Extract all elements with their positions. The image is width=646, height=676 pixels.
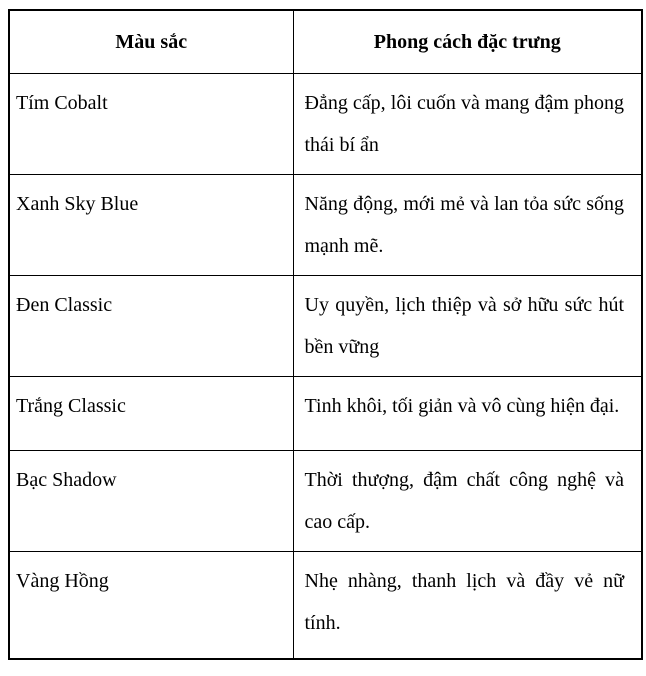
table-header-row: [9, 10, 642, 73]
table-row: [9, 275, 642, 376]
color-cell: Bạc Shadow: [9, 450, 293, 551]
style-cell: Nhẹ nhàng, thanh lịch và đầy vẻ nữ tính.: [293, 551, 642, 659]
style-cell: Thời thượng, đậm chất công nghệ và cao cấp.: [293, 450, 642, 551]
color-cell: Tím Cobalt: [9, 73, 293, 174]
table-row: [9, 551, 642, 659]
color-cell: Vàng Hồng: [9, 551, 293, 659]
color-cell: Đen Classic: [9, 275, 293, 376]
color-cell: Trắng Classic: [9, 376, 293, 450]
color-cell: Xanh Sky Blue: [9, 174, 293, 275]
style-cell: Năng động, mới mẻ và lan tỏa sức sống mạnh mẽ.: [293, 174, 642, 275]
column-header-style: Phong cách đặc trưng: [293, 10, 642, 73]
style-cell: Đẳng cấp, lôi cuốn và mang đậm phong thái bí ẩn: [293, 73, 642, 174]
table-row: [9, 450, 642, 551]
style-cell: Uy quyền, lịch thiệp và sở hữu sức hút bền vững: [293, 275, 642, 376]
table-row: [9, 174, 642, 275]
table-row: [9, 376, 642, 450]
document-page: [8, 9, 643, 660]
column-header-color: Màu sắc: [9, 10, 293, 73]
table-row: [9, 73, 642, 174]
color-style-table: [8, 9, 643, 660]
style-cell: Tinh khôi, tối giản và vô cùng hiện đại.: [293, 376, 642, 450]
